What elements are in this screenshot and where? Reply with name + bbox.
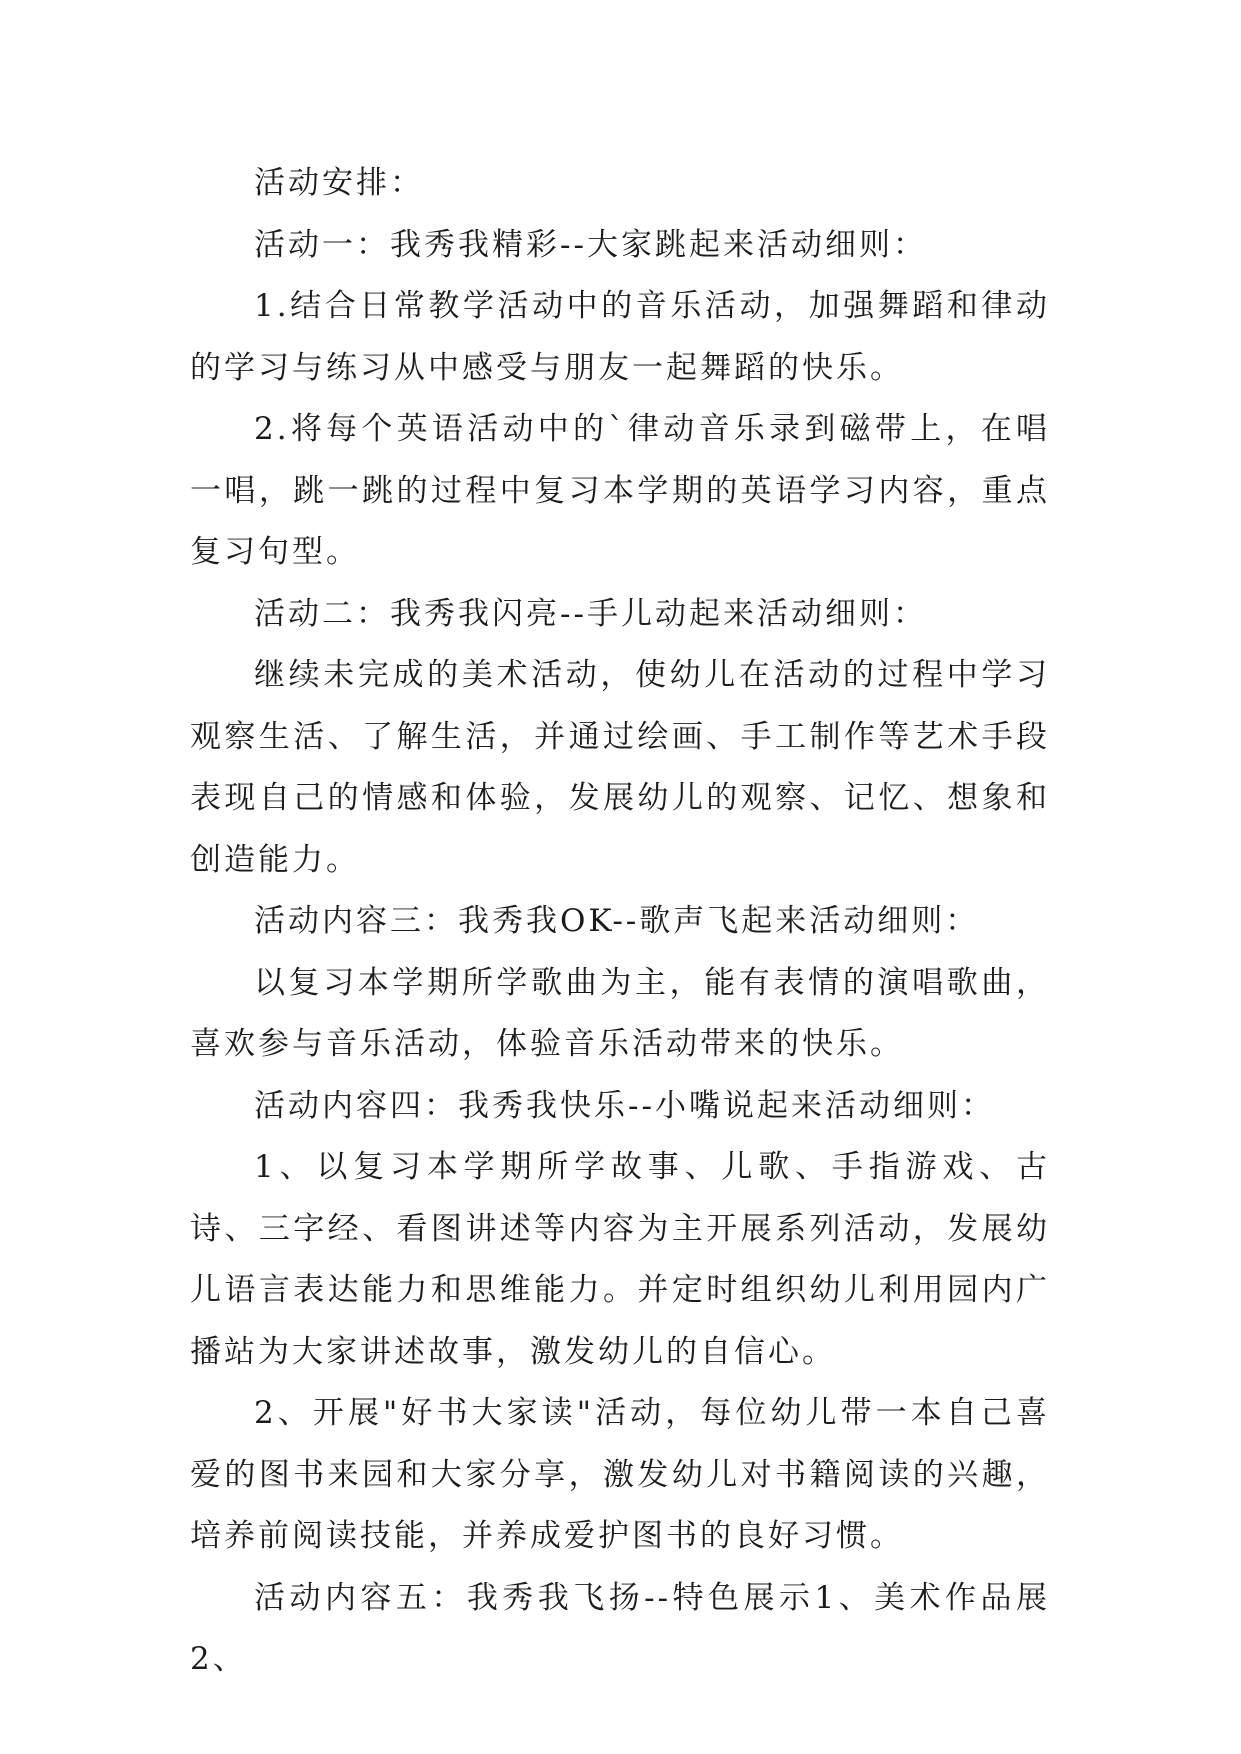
document-body bbox=[190, 153, 1050, 1691]
paragraph-activity-four-item-2: 2、开展"好书大家读"活动，每位幼儿带一本自己喜爱的图书来园和大家分享，激发幼儿对书籍阅读的兴趣，培养前阅读技能，并养成爱护图书的良好习惯。 bbox=[190, 1395, 1050, 1554]
paragraph-activity-one-heading: 活动一：我秀我精彩--大家跳起来活动细则： bbox=[254, 226, 927, 263]
paragraph-activity-four-heading: 活动内容四：我秀我快乐--小嘴说起来活动细则： bbox=[254, 1087, 995, 1124]
paragraph-activity-two-heading: 活动二：我秀我闪亮--手儿动起来活动细则： bbox=[254, 595, 927, 632]
paragraph-activity-three-heading: 活动内容三：我秀我OK--歌声飞起来活动细则： bbox=[254, 903, 980, 939]
paragraph-activity-four-item-1: 1、以复习本学期所学故事、儿歌、手指游戏、古诗、三字经、看图讲述等内容为主开展系列活动，发展幼儿语言表达能力和思维能力。并定时组织幼儿利用园内广播站为大家讲述故事，激发幼儿的自信心。 bbox=[190, 1149, 1050, 1370]
paragraph-activity-two-body: 继续未完成的美术活动，使幼儿在活动的过程中学习观察生活、了解生活，并通过绘画、手工制作等艺术手段表现自己的情感和体验，发展幼儿的观察、记忆、想象和创造能力。 bbox=[190, 657, 1050, 878]
paragraph-activity-one-item-2: 2.将每个英语活动中的`律动音乐录到磁带上，在唱一唱，跳一跳的过程中复习本学期的英语学习内容，重点复习句型。 bbox=[190, 411, 1050, 570]
paragraph-activity-five-heading: 活动内容五：我秀我飞扬--特色展示1、美术作品展2、 bbox=[190, 1579, 1050, 1677]
paragraph-activity-three-body: 以复习本学期所学歌曲为主，能有表情的演唱歌曲，喜欢参与音乐活动，体验音乐活动带来的快乐。 bbox=[190, 964, 1050, 1062]
paragraph-activity-one-item-1: 1.结合日常教学活动中的音乐活动，加强舞蹈和律动的学习与练习从中感受与朋友一起舞蹈的快乐。 bbox=[190, 288, 1050, 386]
paragraph-activity-arrangement: 活动安排： bbox=[254, 165, 424, 201]
